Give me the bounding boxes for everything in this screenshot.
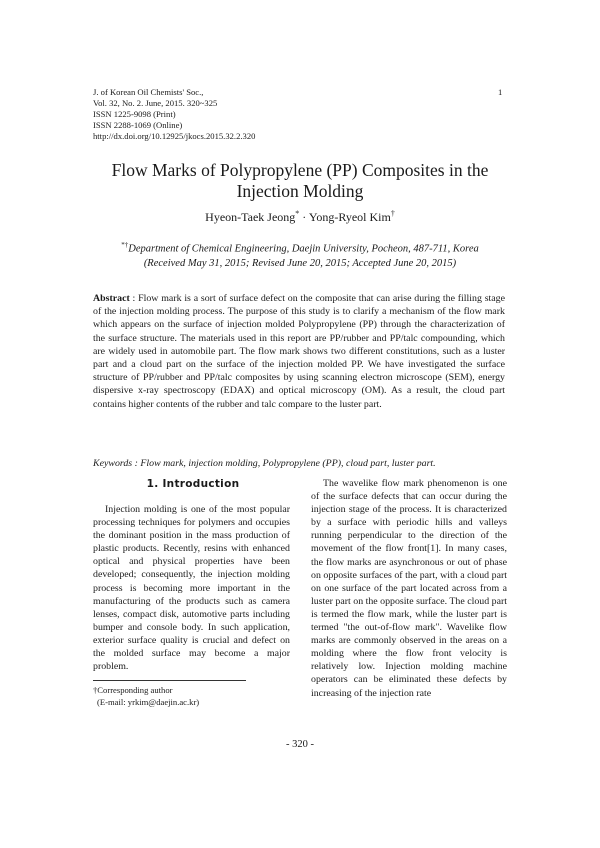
author-1-mark: * (295, 209, 300, 218)
corner-page-mark: 1 (498, 87, 503, 97)
paper-title (60, 160, 540, 202)
affiliation-text: Department of Chemical Engineering, Daejin University, Pocheon, 487-711, Korea (128, 243, 479, 255)
footnote-divider (93, 680, 246, 681)
abstract-separator: : (129, 293, 139, 304)
journal-volume: Vol. 32, No. 2. June, 2015. 320~325 (93, 98, 218, 108)
abstract-text: Flow mark is a sort of surface defect on the composite that can arise during the filling stage of the injection molding process. The purpose of this study is to clarify a mechanism of the flow mark which appears on the surface of injection molded Polypropylene (PP) through the characterization of the surface structure. The materials used in this report are PP/rubber and PP/talc compounding, which are widely used in automobile part. The flow mark shows two different constitutions, such as a luster part and a cloud part on the surface of the injection molded PP. We have investigated the surface structure of PP/rubber and PP/talc composites by using scanning electron microscope (SEM), energy dispersive x-ray spectroscopy (EDAX) and optical microscopy (OM). As a result, the cloud part contains higher contents of the rubber and talc compare to the luster part. (93, 293, 505, 410)
footnote-email: (E-mail: yrkim@daejin.ac.kr) (97, 696, 200, 707)
issn-print: ISSN 1225-9098 (Print) (93, 109, 176, 119)
issn-online: ISSN 2288-1069 (Online) (93, 120, 183, 130)
right-column-paragraph: The wavelike flow mark phenomenon is one of the surface defects that can occur during the injection stage of the process. It is characterized by a surface with periodic hills and valleys running perpendicular to the direction of the movement of the flow front[1]. In many cases, the flow marks are asynchronous or out of phase on opposite surfaces of the part, with a cloud part on one surface of the part located across from a luster part on the opposite surface. The cloud part is termed the flow mark, while the luster part is termed "the out-of-flow mark". Wavelike flow marks are commonly observed in the areas on a molding where the flow front velocity is relatively low. Injection molding machine operators can be eliminated these defects by increasing of the injection rate (311, 478, 507, 699)
page-number: - 320 - (286, 739, 314, 750)
title-line-2: Injection Molding (236, 181, 364, 201)
author-2: Yong-Ryeol Kim (308, 210, 391, 224)
affiliation-block (60, 238, 540, 271)
keywords: Keywords : Flow mark, injection molding, Polypropylene (PP), cloud part, luster part. (93, 458, 436, 469)
received-dates: (Received May 31, 2015; Revised June 20, 2015; Accepted June 20, 2015) (143, 257, 457, 269)
author-2-mark: † (390, 209, 395, 218)
doi-link[interactable]: http://dx.doi.org/10.12925/jkocs.2015.32.2.320 (93, 131, 256, 141)
footnote (93, 685, 293, 708)
journal-info (93, 87, 353, 142)
author-list (60, 209, 540, 225)
affiliation-marks: *† (121, 241, 129, 249)
abstract (93, 292, 505, 411)
author-1: Hyeon-Taek Jeong (205, 210, 296, 224)
section-heading: 1. Introduction (146, 478, 240, 490)
author-separator: · (299, 210, 309, 224)
journal-name: J. of Korean Oil Chemists' Soc., (93, 87, 204, 97)
abstract-label: Abstract (93, 293, 130, 304)
left-column-paragraph: Injection molding is one of the most popular processing techniques for polymers and occupies the dominant position in the mass production of plastic products. Recently, resins with enhanced optical and physical properties have been developed; consequently, the injection molding process is becoming more important in the manufacturing of the products such as camera lenses, compact disk, automotive parts including bumper and console body. In such application, exterior surface quality is crucial and defect on the molded surface may become a major problem. (93, 504, 290, 673)
footnote-corresponding: †Corresponding author (93, 685, 173, 695)
title-line-1: Flow Marks of Polypropylene (PP) Composites in the (111, 160, 489, 180)
